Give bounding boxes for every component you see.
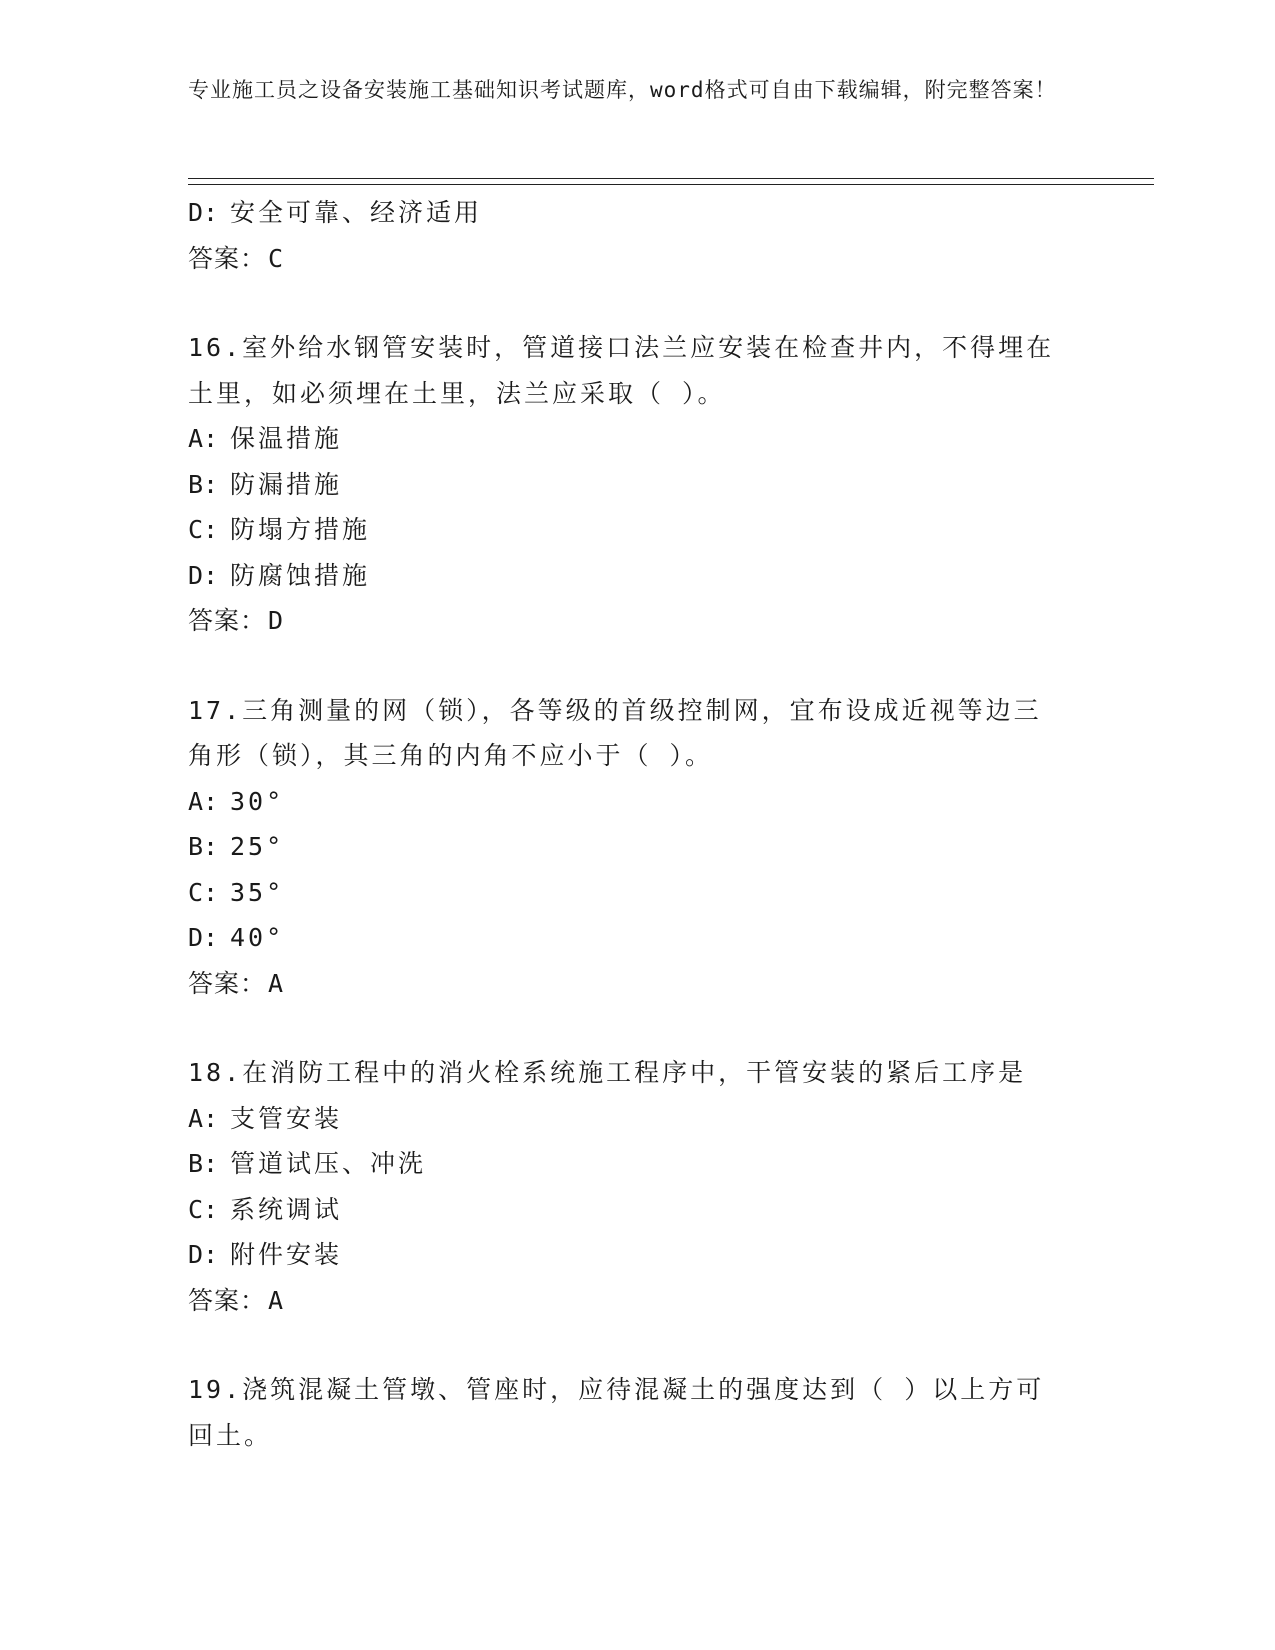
question-text: 三角测量的网（锁），各等级的首级控制网，宜布设成近视等边三角形（锁），其三角的内角不应小于（ ）。 [188,695,1042,770]
question-number: 16. [188,333,243,362]
answer-line [188,961,1088,1007]
question-18 [188,1050,1068,1096]
option-text: 40° [230,923,285,952]
option-label: C: [188,877,219,907]
option-label: B: [188,1149,219,1178]
answer-value: C [268,243,285,273]
option-label: A: [188,1103,219,1133]
question-text: 在消防工程中的消火栓系统施工程序中，干管安装的紧后工序是 [242,1058,1027,1087]
option-label: D: [188,198,219,227]
option-b [188,824,1088,870]
option-label: C: [188,515,219,544]
option-text: 附件安装 [230,1240,343,1269]
header-rule-bottom [188,184,1154,185]
option-label: C: [188,1194,219,1224]
question-number: 19. [188,1375,243,1404]
option-b [188,1141,1088,1187]
option-text: 30° [230,786,285,816]
answer-label: 答案： [188,243,267,273]
option-label: D: [188,923,219,952]
option-text: 35° [230,877,285,907]
option-a [188,1096,1088,1142]
option-text: 防腐蚀措施 [230,560,371,590]
question-16 [188,325,1068,416]
question-text: 室外给水钢管安装时，管道接口法兰应安装在检查井内，不得埋在土里，如必须埋在土里，法兰应采取（ ）。 [188,333,1055,408]
question-content [188,190,1088,1458]
option-text: 25° [230,832,285,861]
answer-value: A [268,1285,285,1315]
option-a [188,779,1088,825]
answer-label: 答案： [188,1285,267,1315]
answer-label: 答案： [188,606,267,635]
option-c [188,507,1088,553]
answer-line [188,1278,1088,1324]
option-label: A: [188,424,219,453]
answer-line [188,236,1088,282]
answer-value: D [268,606,285,635]
question-19 [188,1367,1068,1458]
option-text: 支管安装 [230,1103,343,1133]
option-text: 安全可靠、经济适用 [230,198,483,227]
answer-line [188,598,1088,644]
question-17 [188,688,1068,779]
option-b [188,462,1088,508]
option-text: 防塌方措施 [230,515,371,544]
question-text: 浇筑混凝土管墩、管座时，应待混凝土的强度达到（ ）以上方可回土。 [188,1375,1045,1450]
option-text: 管道试压、冲洗 [230,1149,427,1178]
option-label: D: [188,1240,219,1269]
answer-label: 答案： [188,968,267,998]
option-d [188,915,1088,961]
option-label: B: [188,469,219,499]
header-rule-top [188,178,1154,179]
option-c [188,1187,1088,1233]
option-d [188,190,1088,236]
option-text: 防漏措施 [230,469,343,499]
question-number: 18. [188,1058,243,1087]
option-label: B: [188,832,219,861]
question-number: 17. [188,695,243,725]
option-label: A: [188,786,219,816]
option-text: 系统调试 [230,1194,343,1224]
option-a [188,416,1088,462]
option-c [188,870,1088,916]
option-text: 保温措施 [230,424,343,453]
page-header: 专业施工员之设备安装施工基础知识考试题库，word格式可自由下载编辑，附完整答案！ [188,78,1057,102]
option-d [188,1232,1088,1278]
option-label: D: [188,560,219,590]
answer-value: A [268,968,285,998]
option-d [188,553,1088,599]
